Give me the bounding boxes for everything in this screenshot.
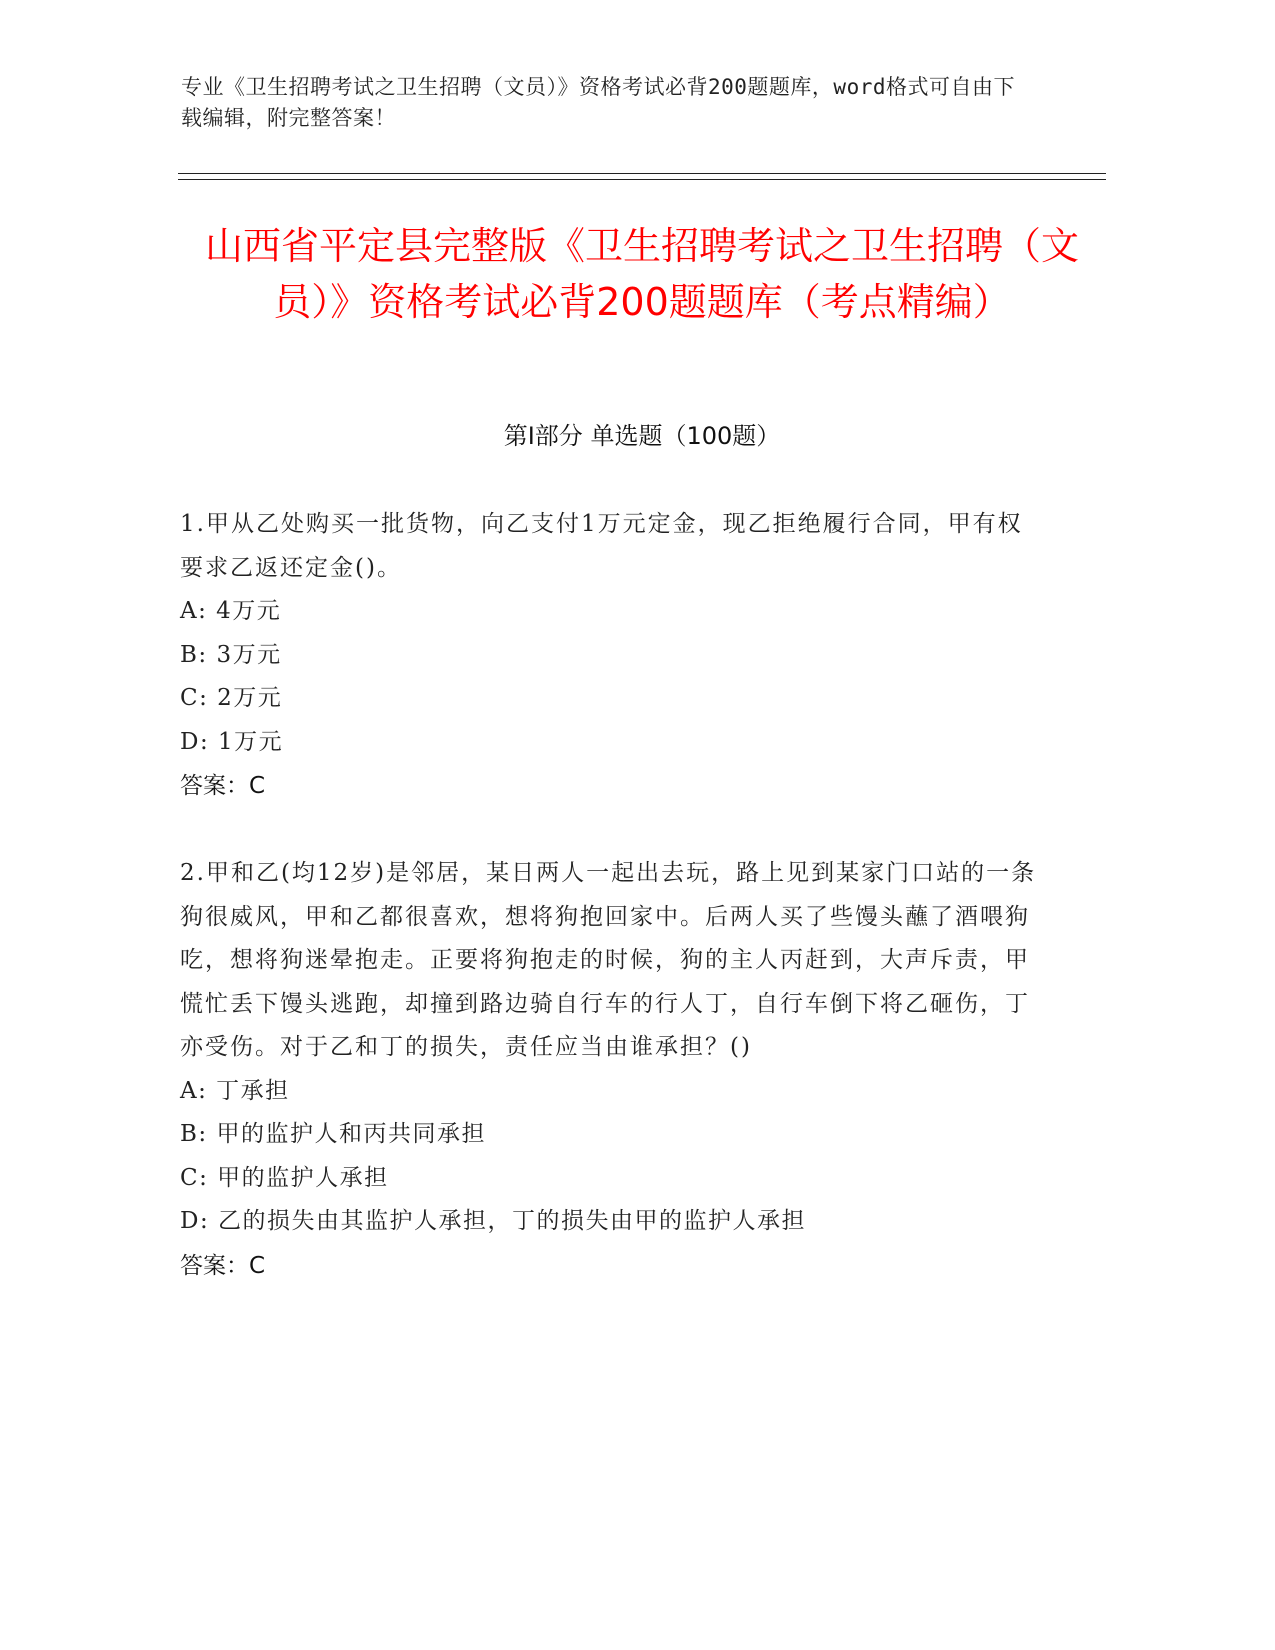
header-note: 专业《卫生招聘考试之卫生招聘（文员）》资格考试必背200题题库，word格式可自由下载编辑，附完整答案！ bbox=[181, 75, 1015, 130]
question-stem: 1.甲从乙处购买一批货物，向乙支付1万元定金，现乙拒绝履行合同，甲有权要求乙返还定金()。 bbox=[180, 511, 1023, 581]
option-c: C: 甲的监护人承担 bbox=[180, 1164, 389, 1191]
section-heading: 第I部分 单选题（100题） bbox=[503, 422, 781, 450]
question-stem: 2.甲和乙(均12岁)是邻居，某日两人一起出去玩，路上见到某家门口站的一条狗很威风，甲和乙都很喜欢，想将狗抱回家中。后两人买了些馒头蘸了酒喂狗吃，想将狗迷晕抱走。正要将狗抱走的时候，狗的主人丙赶到，大声斥责，甲慌忙丢下馒头逃跑，却撞到路边骑自行车的行人丁，自行车倒下将乙砸伤，丁亦受伤。对于乙和丁的损失，责任应当由谁承担？() bbox=[180, 860, 1037, 1060]
option-c: C: 2万元 bbox=[180, 685, 283, 711]
question-1 bbox=[180, 503, 1040, 808]
option-a: A: 4万元 bbox=[180, 598, 282, 624]
header-divider-top bbox=[178, 173, 1106, 174]
answer-line: 答案：C bbox=[180, 773, 266, 799]
document-title: 山西省平定县完整版《卫生招聘考试之卫生招聘（文员）》资格考试必背200题题库（考点精编） bbox=[204, 224, 1079, 324]
question-2 bbox=[180, 852, 1040, 1288]
answer-line: 答案：C bbox=[180, 1252, 266, 1279]
header-divider-bottom bbox=[178, 179, 1106, 180]
option-a: A: 丁承担 bbox=[180, 1077, 290, 1104]
option-d: D: 乙的损失由其监护人承担，丁的损失由甲的监护人承担 bbox=[180, 1208, 807, 1234]
option-b: B: 3万元 bbox=[180, 641, 282, 668]
option-d: D: 1万元 bbox=[180, 728, 284, 755]
option-b: B: 甲的监护人和丙共同承担 bbox=[180, 1121, 486, 1147]
